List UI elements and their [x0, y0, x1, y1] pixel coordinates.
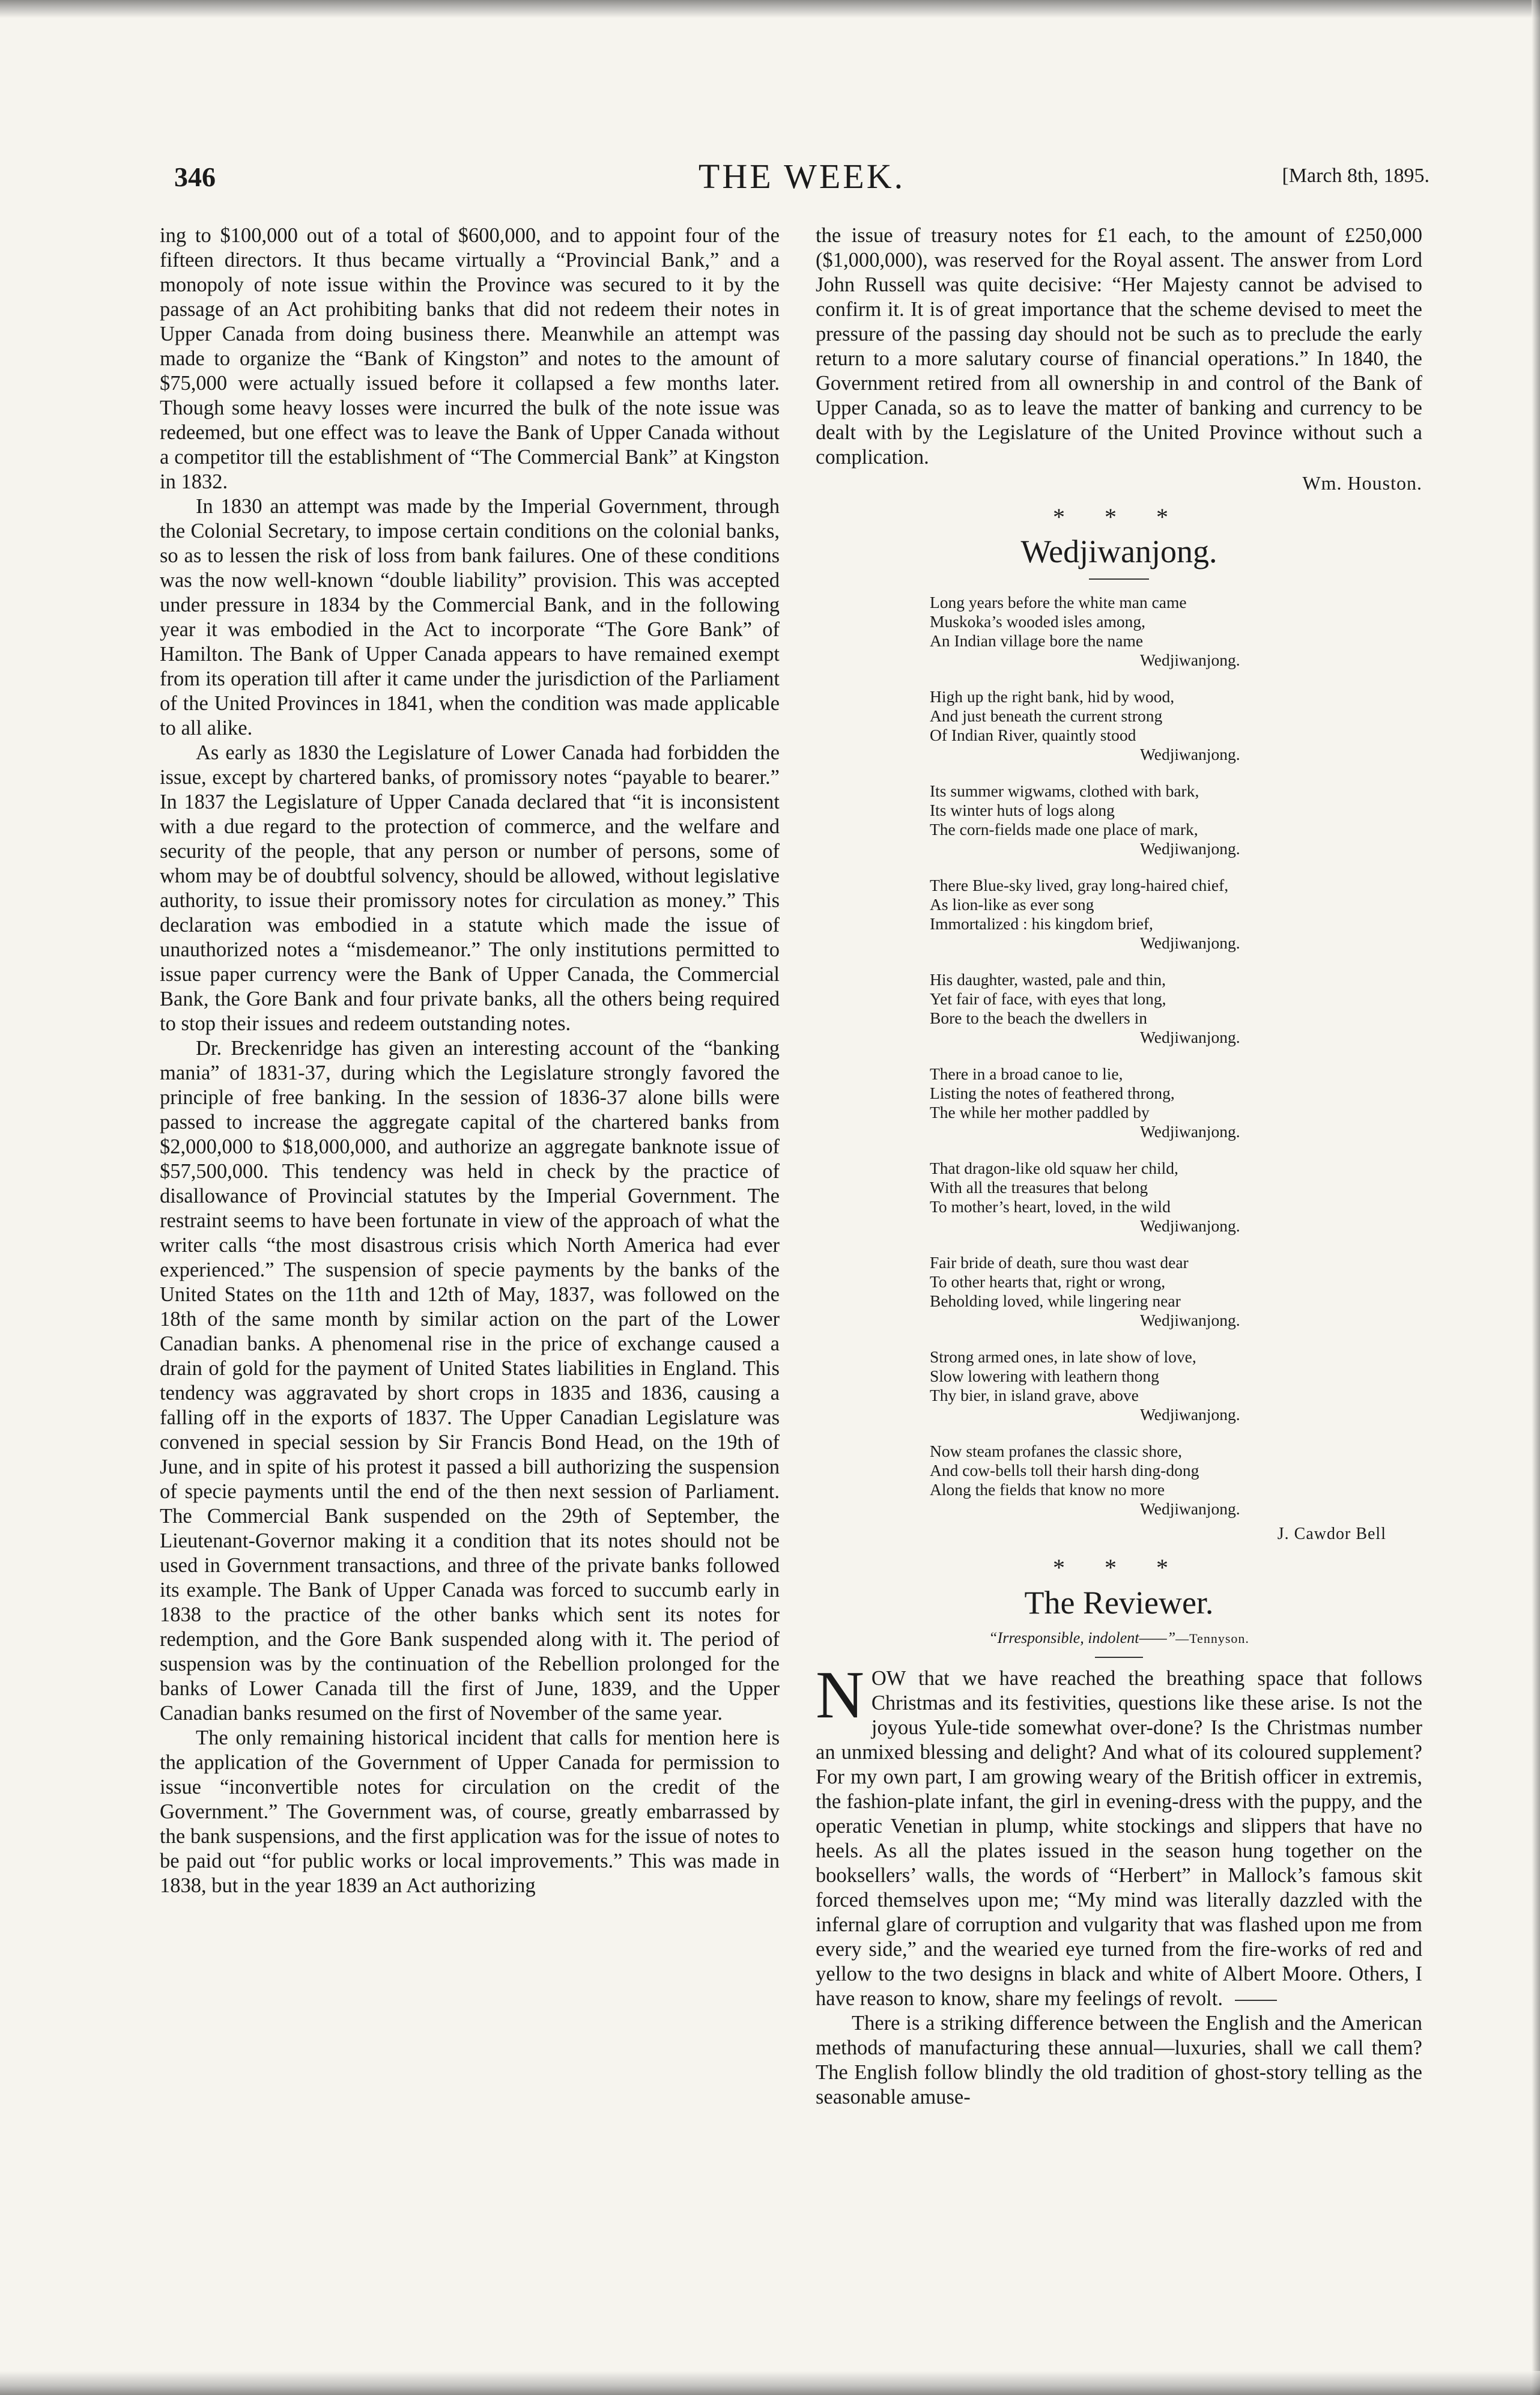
poem-line: And cow-bells toll their harsh ding-dong — [930, 1461, 1199, 1480]
poem — [930, 593, 1362, 1519]
poem-line: Of Indian River, quaintly stood — [930, 726, 1136, 744]
poem-stanza — [930, 970, 1362, 1047]
poem-stanza — [930, 782, 1362, 858]
poem-line: High up the right bank, hid by wood, — [930, 687, 1175, 706]
poem-stanza — [930, 593, 1362, 670]
paragraph-end-rule — [1235, 2000, 1277, 2001]
poem-line: There Blue-sky lived, gray long-haired chief, — [930, 876, 1229, 894]
poem-line: Fair bride of death, sure thou wast dear — [930, 1253, 1189, 1272]
poem-refrain: Wedjiwanjong. — [1140, 1499, 1240, 1518]
poem-refrain: Wedjiwanjong. — [1140, 651, 1240, 669]
poem-refrain: Wedjiwanjong. — [1140, 839, 1240, 858]
poem-line: His daughter, wasted, pale and thin, — [930, 970, 1166, 989]
page-bottom-edge — [0, 2371, 1540, 2395]
poem-line: Thy bier, in island grave, above — [930, 1386, 1139, 1404]
poem-line: As lion-like as ever song — [930, 895, 1094, 914]
poem-line: To other hearts that, right or wrong, — [930, 1272, 1166, 1291]
reviewer-paragraph — [816, 1658, 1422, 2011]
article-paragraph: ing to $100,000 out of a total of $600,000, and to appoint four of the fifteen directors. It thus became virtually a “Provincial Bank,” and a monopoly of note issue within the Province was secured to it by the passage of an Act prohibiting banks that did not redeem their notes in Upper Canada from doing business there. Meanwhile an attempt was made to organize the “Bank of Kingston” and notes to the amount of $75,000 were actually issued before it collapsed a few months later. Though some heavy losses were incurred the bulk of the note issue was redeemed, but one effect was to leave the Bank of Upper Canada without a competitor till the establishment of “The Commercial Bank” at Kingston in 1832. — [160, 224, 780, 493]
article-signature: Wm. Houston. — [1302, 472, 1422, 494]
poem-line: To mother’s heart, loved, in the wild — [930, 1197, 1171, 1216]
reviewer-paragraph: There is a striking difference between the English and the American methods of manufacturing these annual—luxuries, shall we call them? The English follow blindly the old tradition of ghost-story telling as the seasonable amuse- — [816, 2012, 1422, 2108]
poem-stanza — [930, 1347, 1362, 1424]
issue-date: [March 8th, 1895. — [1282, 165, 1429, 187]
drop-cap: N — [816, 1658, 864, 1732]
poem-signature: J. Cawdor Bell — [1277, 1525, 1386, 1543]
poem-line: Listing the notes of feathered throng, — [930, 1084, 1175, 1102]
poem-line: Along the fields that know no more — [930, 1480, 1165, 1499]
right-column — [816, 223, 1422, 2110]
section-separator: * * * — [1053, 1554, 1185, 1581]
article-paragraph: In 1830 an attempt was made by the Imperial Government, through the Colonial Secretary, to impose certain conditions on the colonial banks, so as to lessen the risk of loss from bank failures. One of these conditions was the now well-known “double liability” provision. This was accepted under pressure in 1834 by the Commercial Bank, and in the following year it was embodied in the Act to incorporate “The Gore Bank” of Hamilton. The Bank of Upper Canada appears to have remained exempt from its operation till after it came under the jurisdiction of the Parliament of the United Provinces in 1841, when the condition was made applicable to all alike. — [160, 495, 780, 739]
reviewer-title: The Reviewer. — [1024, 1585, 1214, 1621]
poem-line: Its winter huts of logs along — [930, 801, 1115, 819]
poem-stanza — [930, 876, 1362, 953]
poem-line: Beholding loved, while lingering near — [930, 1292, 1181, 1310]
poem-refrain: Wedjiwanjong. — [1140, 933, 1240, 952]
epigraph-quote: “Irresponsible, indolent——” — [989, 1629, 1176, 1647]
poem-line: There in a broad canoe to lie, — [930, 1064, 1123, 1083]
page-header — [174, 157, 1429, 203]
epigraph-rule — [1095, 1657, 1143, 1658]
poem-stanza — [930, 1442, 1362, 1519]
poem-line: With all the treasures that belong — [930, 1178, 1148, 1197]
article-paragraph: The only remaining historical incident that calls for mention here is the application of the Government of Upper Canada for permission to issue “inconvertible notes for circulation on the credit of the Government.” The Government was, of course, greatly embarrassed by the bank suspensions, and the first application was for the issue of notes to be paid out “for public works or local improvements.” This was made in 1838, but in the year 1839 an Act authorizing — [160, 1726, 780, 1897]
article-paragraph: Dr. Breckenridge has given an interesting account of the “banking mania” of 1831-37, during which the Legislature strongly favored the principle of free banking. In the session of 1836-37 alone bills were passed to increase the aggregate capital of the chartered banks from $2,000,000 to $18,000,000, and authorize an aggregate banknote issue of $57,500,000. This tendency was held in check by the practice of disallowance of Provincial statutes by the Imperial Government. The restraint seems to have been fortunate in view of the approach of what the writer calls “the most disastrous crisis which North America had ever experienced.” The suspension of specie payments by the banks of the United States on the 11th and 12th of May, 1837, was followed on the 18th of the same month by similar action on the part of the Lower Canadian banks. A phenomenal rise in the price of exchange caused a drain of gold for the payment of United States liabilities in England. This tendency was aggravated by short crops in 1835 and 1836, causing a falling off in the exports of 1837. The Upper Canadian Legislature was convened in special session by Sir Francis Bond Head, on the 19th of June, and in spite of his protest it passed a bill authorizing the suspension of specie payments until the end of the then next session of Parliament. The Commercial Bank suspended on the 29th of September, the Lieutenant-Governor making it a condition that its notes should not be used in Government transactions, and three of the private banks followed its example. The Bank of Upper Canada was forced to succumb early in 1838 to the practice of the other banks which sent its notes for redemption, and the Gore Bank suspended along with it. The period of suspension was by the continuation of the Rebellion prolonged for the banks of Lower Canada till the first of June, 1839, and the Upper Canadian banks resumed on the first of November of the same year. — [160, 1037, 780, 1725]
masthead: THE WEEK. — [698, 157, 906, 196]
poem-refrain: Wedjiwanjong. — [1140, 1122, 1240, 1141]
poem-refrain: Wedjiwanjong. — [1140, 1216, 1240, 1235]
poem-refrain: Wedjiwanjong. — [1140, 745, 1240, 763]
poem-line: The while her mother paddled by — [930, 1103, 1150, 1122]
poem-refrain: Wedjiwanjong. — [1140, 1311, 1240, 1329]
epigraph — [816, 1626, 1422, 1651]
poem-refrain: Wedjiwanjong. — [1140, 1028, 1240, 1046]
section-separator: * * * — [1053, 503, 1185, 530]
left-column — [160, 223, 780, 1898]
poem-line: Muskoka’s wooded isles among, — [930, 612, 1146, 631]
title-rule — [1089, 578, 1149, 580]
poem-line: Yet fair of face, with eyes that long, — [930, 989, 1166, 1008]
poem-line: Its summer wigwams, clothed with bark, — [930, 782, 1199, 800]
poem-stanza — [930, 1253, 1362, 1330]
poem-line: Slow lowering with leathern thong — [930, 1367, 1159, 1385]
poem-line: And just beneath the current strong — [930, 706, 1163, 725]
poem-stanza — [930, 687, 1362, 764]
article-paragraph: As early as 1830 the Legislature of Lower Canada had forbidden the issue, except by chartered banks, of promissory notes “payable to bearer.” In 1837 the Legislature of Upper Canada declared that “it is inconsistent with a due regard to the protection of commerce, and the welfare and security of the people, that any person or number of persons, some of whom may be of doubtful solvency, should be allowed, without legislative authority, to issue their promissory notes for circulation as money.” This declaration was embodied in a statute which made the issue of unauthorized notes a “misdemeanor.” The only institutions permitted to issue paper currency were the Bank of Upper Canada, the Commercial Bank, the Gore Bank and four private banks, all the others being required to stop their issues and redeem outstanding notes. — [160, 741, 780, 1035]
poem-line: Long years before the white man came — [930, 593, 1187, 612]
poem-line: An Indian village bore the name — [930, 631, 1144, 650]
poem-refrain: Wedjiwanjong. — [1140, 1405, 1240, 1424]
page-right-edge — [1532, 0, 1540, 2395]
page-number: 346 — [174, 162, 216, 192]
page-top-edge — [0, 0, 1540, 18]
reviewer-paragraph-text: OW that we have reached the breathing space that follows Christmas and its festivities, questions like these arise. Is not the joyous Yule-tide somewhat over-done? Is the Christmas number an unmixed blessing and delight? And what of its coloured supplement? For my own part, I am growing weary of the British officer in extremis, the fashion-plate infant, the girl in evening-dress with the puppy, and the operatic Venetian in plump, white stockings and slippers that have no heels. As all the plates issued in the season hung together on the booksellers’ walls, the words of “Herbert” in Mallock’s famous skit forced themselves upon me; “My mind was literally dazzled with the infernal glare of corruption and vulgarity that was flashed upon me from every side,” and the wearied eye turned from the fire-works of red and yellow to the two designs in black and white of Albert Moore. Others, I have reason to know, share my feelings of revolt. — [816, 1667, 1422, 2010]
poem-line: Now steam profanes the classic shore, — [930, 1442, 1183, 1460]
poem-line: Immortalized : his kingdom brief, — [930, 914, 1153, 933]
poem-stanza — [930, 1159, 1362, 1236]
poem-line: That dragon-like old squaw her child, — [930, 1159, 1178, 1177]
poem-stanza — [930, 1064, 1362, 1141]
poem-line: The corn-fields made one place of mark, — [930, 820, 1198, 839]
poem-line: Bore to the beach the dwellers in — [930, 1009, 1147, 1027]
article-continuation: the issue of treasury notes for £1 each, to the amount of £250,000 ($1,000,000), was reserved for the Royal assent. The answer from Lord John Russell was quite decisive: “Her Majesty cannot be advised to confirm it. It is of great importance that the scheme devised to meet the pressure of the passing day should not be such as to preclude the early return to a more salutary course of financial operations.” In 1840, the Government retired from all ownership in and control of the Bank of Upper Canada, so as to leave the matter of banking and currency to be dealt with by the Legislature of the United Province without such a complication. — [816, 224, 1422, 469]
poem-line: Strong armed ones, in late show of love, — [930, 1347, 1196, 1366]
epigraph-attribution: —Tennyson. — [1175, 1631, 1249, 1646]
poem-title: Wedjiwanjong. — [1020, 533, 1217, 569]
